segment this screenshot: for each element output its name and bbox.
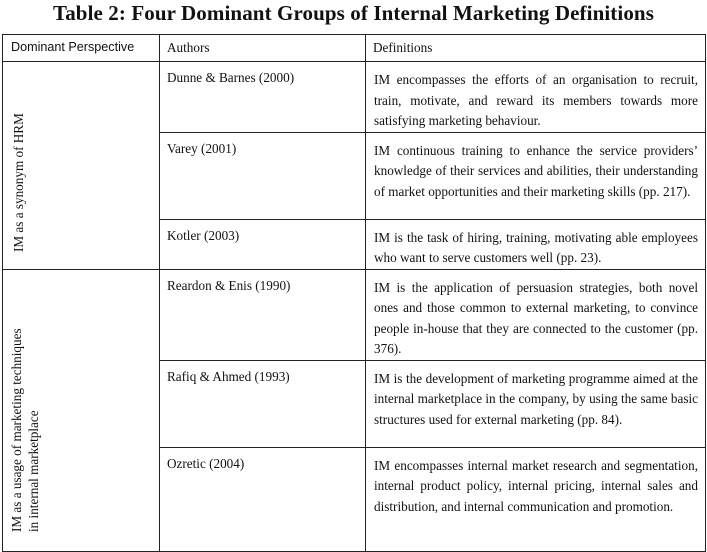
author-cell: Rafiq & Ahmed (1993) [160,360,366,447]
definition-cell: IM is the task of hiring, training, motivating able employees who want to serve customers well (pp. 23). [366,219,706,269]
author-cell: Varey (2001) [160,132,366,219]
table-row [3,269,706,360]
perspective-cell-marketing: IM as a usage of marketing techniques in internal marketplace [3,269,160,551]
definition-cell: IM continuous training to enhance the service providers’ knowledge of their services and abilities, their understanding of market opportunities and their marketing skills (pp. 217). [366,132,706,219]
table-title: Table 2: Four Dominant Groups of Internal Marketing Definitions [53,1,654,25]
author-cell: Ozretic (2004) [160,447,366,551]
definition-cell: IM encompasses the efforts of an organisation to recruit, train, motivate, and reward its members towards more satisfying marketing behaviour. [366,62,706,133]
perspective-cell-hrm: IM as a synonym of HRM [3,62,160,270]
header-definitions: Definitions [366,35,706,62]
table-row [3,62,706,133]
definition-cell: IM is the development of marketing programme aimed at the internal marketplace in the company, by using the same basic structures used for external marketing (pp. 84). [366,360,706,447]
header-row [3,35,706,62]
header-authors: Authors [160,35,366,62]
definition-cell: IM encompasses internal market research and segmentation, internal product policy, internal pricing, internal sales and distribution, and internal communication and promotion. [366,447,706,551]
definition-cell: IM is the application of persuasion strategies, both novel ones and those common to external marketing, to convince people in-house that they are connected to the customer (pp. 376). [366,269,706,360]
definitions-table [2,34,706,552]
author-cell: Kotler (2003) [160,219,366,269]
author-cell: Dunne & Barnes (2000) [160,62,366,133]
author-cell: Reardon & Enis (1990) [160,269,366,360]
header-perspective: Dominant Perspective [3,35,160,62]
